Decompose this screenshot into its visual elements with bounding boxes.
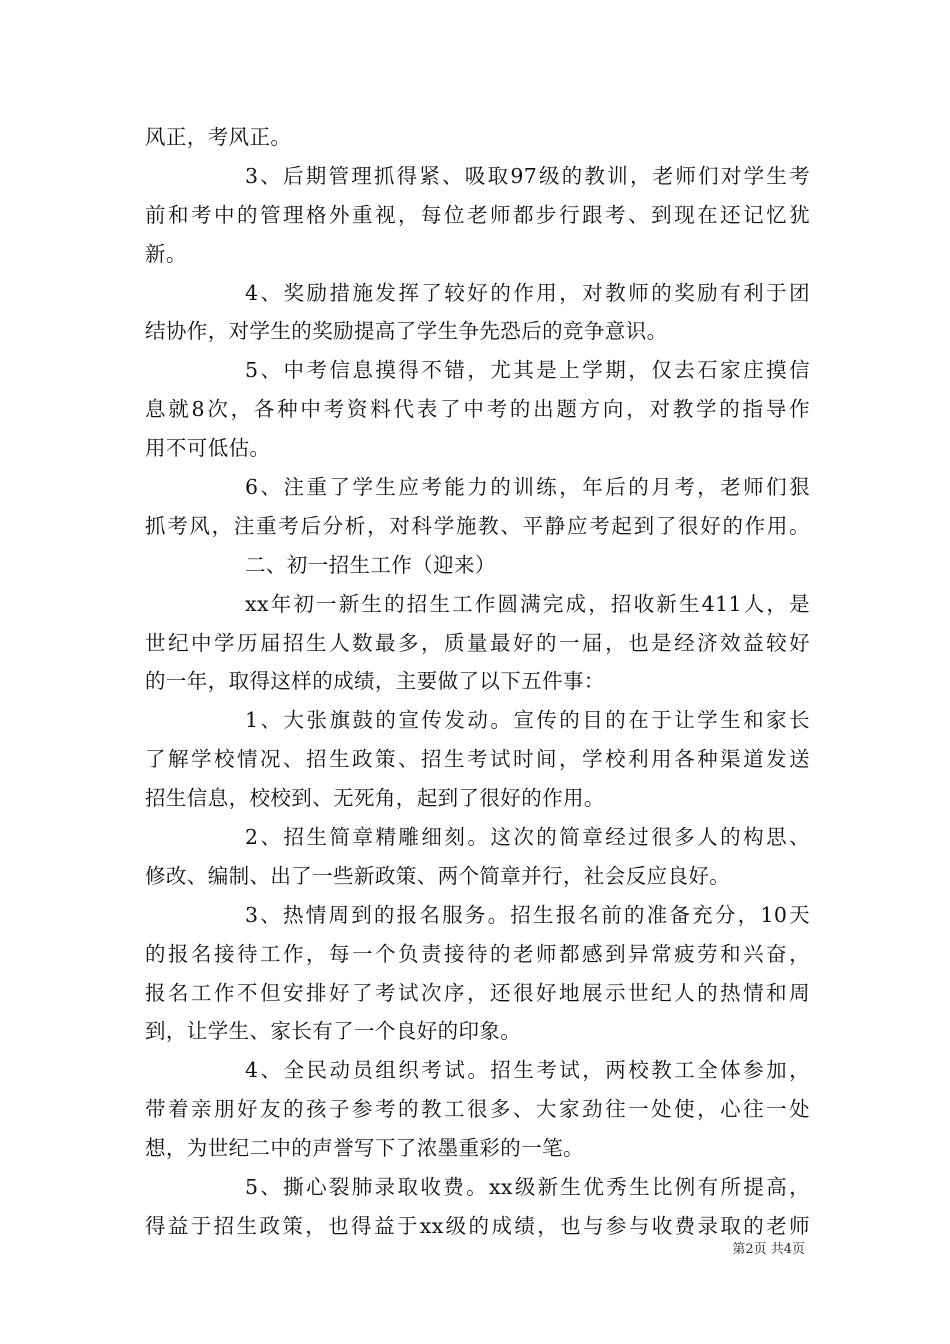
text-line: 风正，考风正。 — [145, 125, 292, 149]
text-line: 前和考中的管理格外重视，每位老师都步行跟考、到现在还记忆犹 — [145, 202, 810, 227]
text-line: 4、奖励措施发挥了较好的作用，对教师的奖励有利于团 — [245, 280, 810, 305]
text-line: 2、招生简章精雕细刻。这次的简章经过很多人的构思、 — [245, 825, 810, 850]
text-line: 世纪中学历届招生人数最多，质量最好的一届，也是经济效益较好 — [145, 630, 810, 655]
text-line: 招生信息，校校到、无死角，起到了很好的作用。 — [145, 786, 605, 811]
text-line: xx年初一新生的招生工作圆满完成，招收新生411人，是 — [245, 591, 810, 616]
section-heading: 二、初一招生工作（迎来） — [245, 552, 496, 577]
text-line: 得益于招生政策，也得益于xx级的成绩，也与参与收费录取的老师 — [145, 1213, 810, 1238]
document-body — [145, 118, 810, 1246]
text-line: 到，让学生、家长有了一个良好的印象。 — [145, 1019, 522, 1044]
text-line: 修改、编制、出了一些新政策、两个简章并行，社会反应良好。 — [145, 863, 731, 888]
text-line: 的报名接待工作，每一个负责接待的老师都感到异常疲劳和兴奋， — [145, 941, 810, 966]
text-line: 3、热情周到的报名服务。招生报名前的准备充分，10天 — [245, 902, 810, 927]
text-line: 用不可低估。 — [145, 436, 271, 461]
text-line: 结协作，对学生的奖励提高了学生争先恐后的竞争意识。 — [145, 319, 668, 344]
text-line: 的一年，取得这样的成绩，主要做了以下五件事： — [145, 669, 605, 694]
text-line: 6、注重了学生应考能力的训练，年后的月考，老师们狠 — [245, 475, 810, 500]
text-line: 想，为世纪二中的声誉写下了浓墨重彩的一笔。 — [145, 1136, 584, 1161]
text-line: 4、全民动员组织考试。招生考试，两校教工全体参加， — [245, 1058, 810, 1083]
text-line: 5、撕心裂肺录取收费。xx级新生优秀生比例有所提高， — [245, 1175, 810, 1200]
text-line: 报名工作不但安排好了考试次序，还很好地展示世纪人的热情和周 — [145, 980, 810, 1005]
text-line: 抓考风，注重考后分析，对科学施教、平静应考起到了很好的作用。 — [145, 513, 810, 538]
page-number: 第2页 共4页 — [732, 1242, 805, 1257]
text-line: 新。 — [145, 241, 187, 266]
text-line: 息就8次，各种中考资料代表了中考的出题方向，对教学的指导作 — [145, 397, 810, 422]
text-line: 3、后期管理抓得紧、吸取97级的教训，老师们对学生考 — [245, 163, 810, 188]
text-line: 5、中考信息摸得不错，尤其是上学期，仅去石家庄摸信 — [245, 358, 810, 383]
text-line: 带着亲朋好友的孩子参考的教工很多、大家劲往一处使，心往一处 — [145, 1097, 810, 1122]
text-line: 1、大张旗鼓的宣传发动。宣传的目的在于让学生和家长 — [245, 708, 810, 733]
text-line: 了解学校情况、招生政策、招生考试时间，学校利用各种渠道发送 — [145, 747, 810, 772]
